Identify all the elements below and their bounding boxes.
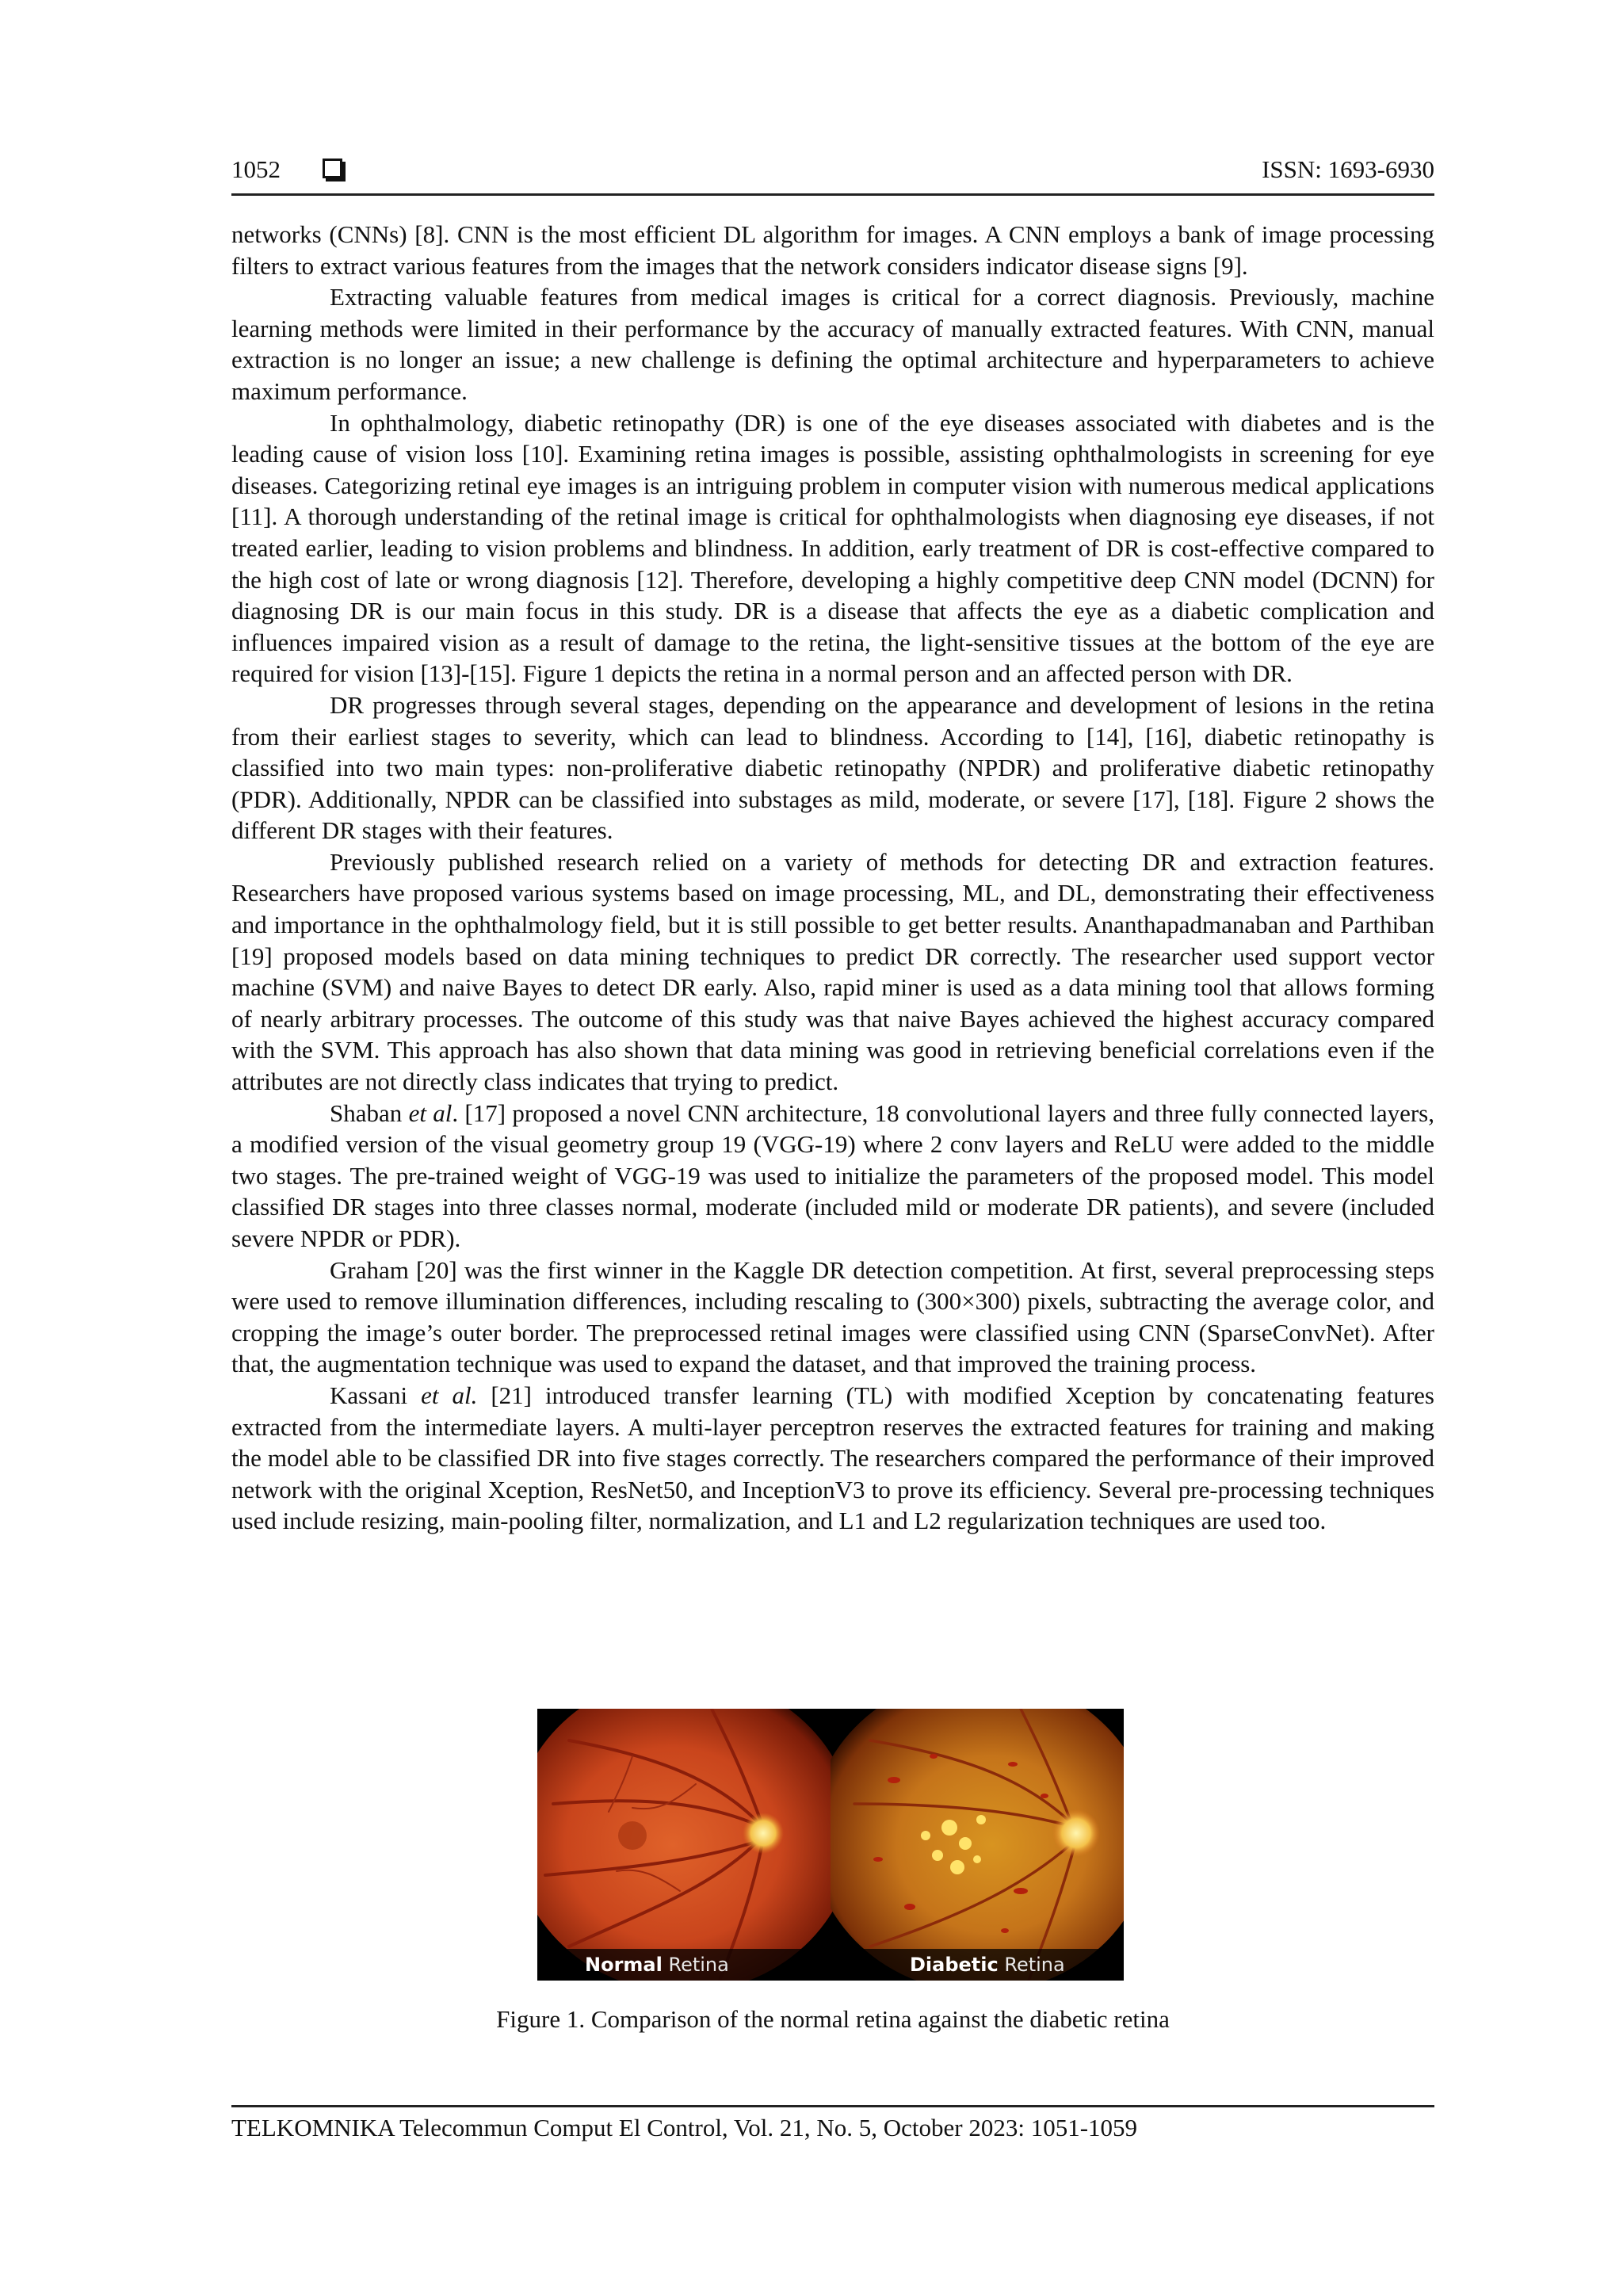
paragraph-intro: networks (CNNs) [8]. CNN is the most efficient DL algorithm for images. A CNN employs a bank of image processing filters to extract various features from the images that the network considers indicator disease signs [9]. xyxy=(231,220,1434,280)
page-header xyxy=(231,154,1434,196)
et-al: et al xyxy=(408,1098,453,1127)
page-footer xyxy=(231,2105,1434,2142)
author-name: Shaban xyxy=(330,1098,409,1127)
paragraph-rest: . [17] proposed a novel CNN architecture, 18 convolutional layers and three fully connected layers, a modified version of the visual geometry group 19 (VGG-19) where 2 conv layers and ReLU were added to the middle two stages. The pre-trained weight of VGG-19 was used to initialize the parameters of the proposed model. This model classified DR stages into three classes normal, moderate (included mild or moderate DR patients), and severe (included severe NPDR or PDR). xyxy=(231,1098,1434,1252)
normal-retina-image xyxy=(537,1709,838,1981)
paragraph-rest: [21] introduced transfer learning (TL) with modified Xception by concatenating features extracted from the intermediate layers. A multi-layer perceptron reserves the extracted features for training and making the model able to be classified DR into five stages correctly. The researchers compared the performance of their improved network with the original Xception, ResNet50, and InceptionV3 to prove its efficiency. Several pre-processing techniques used include resizing, main-pooling filter, normalization, and L1 and L2 regularization techniques are used too. xyxy=(231,1381,1434,1535)
journal-citation: TELKOMNIKA Telecommun Comput El Control, Vol. 21, No. 5, October 2023: 1051-1059 xyxy=(231,2114,1138,2141)
label-bold: Normal xyxy=(585,1954,663,1976)
paragraph-features: Extracting valuable features from medical images is critical for a correct diagnosis. Previously, machine learning methods were limited in their performance by the accuracy of manually extracted features. With CNN, manual extraction is no longer an issue; a new challenge is defining the optimal architecture and hyperparameters to achieve maximum performance. xyxy=(231,283,1434,405)
author-name: Kassani xyxy=(330,1381,422,1409)
normal-retina-label xyxy=(585,1954,729,1976)
et-al: et al. xyxy=(421,1381,478,1409)
paragraph-dr-stages: DR progresses through several stages, depending on the appearance and development of lesions in the retina from their earliest stages to severity, which can lead to blindness. According to [14], [16], diabetic retinopathy is classified into two main types: non-proliferative diabetic retinopathy (NPDR) and proliferative diabetic retinopathy (PDR). Additionally, NPDR can be classified into substages as mild, moderate, or severe [17], [18]. Figure 2 shows the different DR stages with their features. xyxy=(231,690,1434,845)
paragraph-kassani xyxy=(231,1380,1434,1537)
label-bold: Diabetic xyxy=(910,1954,999,1976)
square-bullet-icon xyxy=(323,159,342,178)
paragraph-graham: Graham [20] was the first winner in the Kaggle DR detection competition. At first, several preprocessing steps were used to remove illumination differences, including rescaling to (300×300) pixels, subtracting the average color, and cropping the image’s outer border. The preprocessed retinal images were classified using CNN (SparseConvNet). After that, the augmentation technique was used to expand the dataset, and that improved the training process. xyxy=(231,1255,1434,1378)
diabetic-retina-label xyxy=(910,1954,1065,1976)
issn-label: ISSN: 1693-6930 xyxy=(1262,155,1434,183)
figure-retina-comparison xyxy=(537,1709,1124,1981)
paragraph-ophthalmology: In ophthalmology, diabetic retinopathy (DR) is one of the eye diseases associated with diabetes and is the leading cause of vision loss [10]. Examining retina images is possible, assisting ophthalmologists in screening for eye diseases. Categorizing retinal eye images is an intriguing problem in computer vision with numerous medical applications [11]. A thorough understanding of the retinal image is critical for ophthalmologists when diagnosing eye diseases, if not treated earlier, leading to vision problems and blindness. In addition, early treatment of DR is cost-effective compared to the high cost of late or wrong diagnosis [12]. Therefore, developing a highly competitive deep CNN model (DCNN) for diagnosing DR is our main focus in this study. DR is a disease that affects the eye as a diabetic complication and influences impaired vision as a result of damage to the retina, the light-sensitive tissues at the bottom of the eye are required for vision [13]-[15]. Figure 1 depicts the retina in a normal person and an affected person with DR. xyxy=(231,408,1434,688)
body-text xyxy=(231,219,1434,1537)
diabetic-retina-image xyxy=(831,1709,1124,1981)
page-number: 1052 xyxy=(231,155,281,183)
label-rest: Retina xyxy=(662,1954,729,1976)
figure-caption: Figure 1. Comparison of the normal retina against the diabetic retina xyxy=(496,2005,1170,2033)
label-rest: Retina xyxy=(998,1954,1065,1976)
retina-images xyxy=(537,1709,1124,1981)
paragraph-shaban xyxy=(231,1098,1434,1255)
paragraph-prior-research: Previously published research relied on a variety of methods for detecting DR and extraction features. Researchers have proposed various systems based on image processing, ML, and DL, demonstrating their effectiveness and importance in the ophthalmology field, but it is still possible to get better results. Ananthapadmanaban and Parthiban [19] proposed models based on data mining techniques to predict DR correctly. The researcher used support vector machine (SVM) and naive Bayes to detect DR early. Also, rapid miner is used as a data mining tool that allows forming of nearly arbitrary processes. The outcome of this study was that naive Bayes achieved the highest accuracy compared with the SVM. This approach has also shown that data mining was good in retrieving beneficial correlations even if the attributes are not directly class indicates that trying to predict. xyxy=(231,847,1434,1096)
